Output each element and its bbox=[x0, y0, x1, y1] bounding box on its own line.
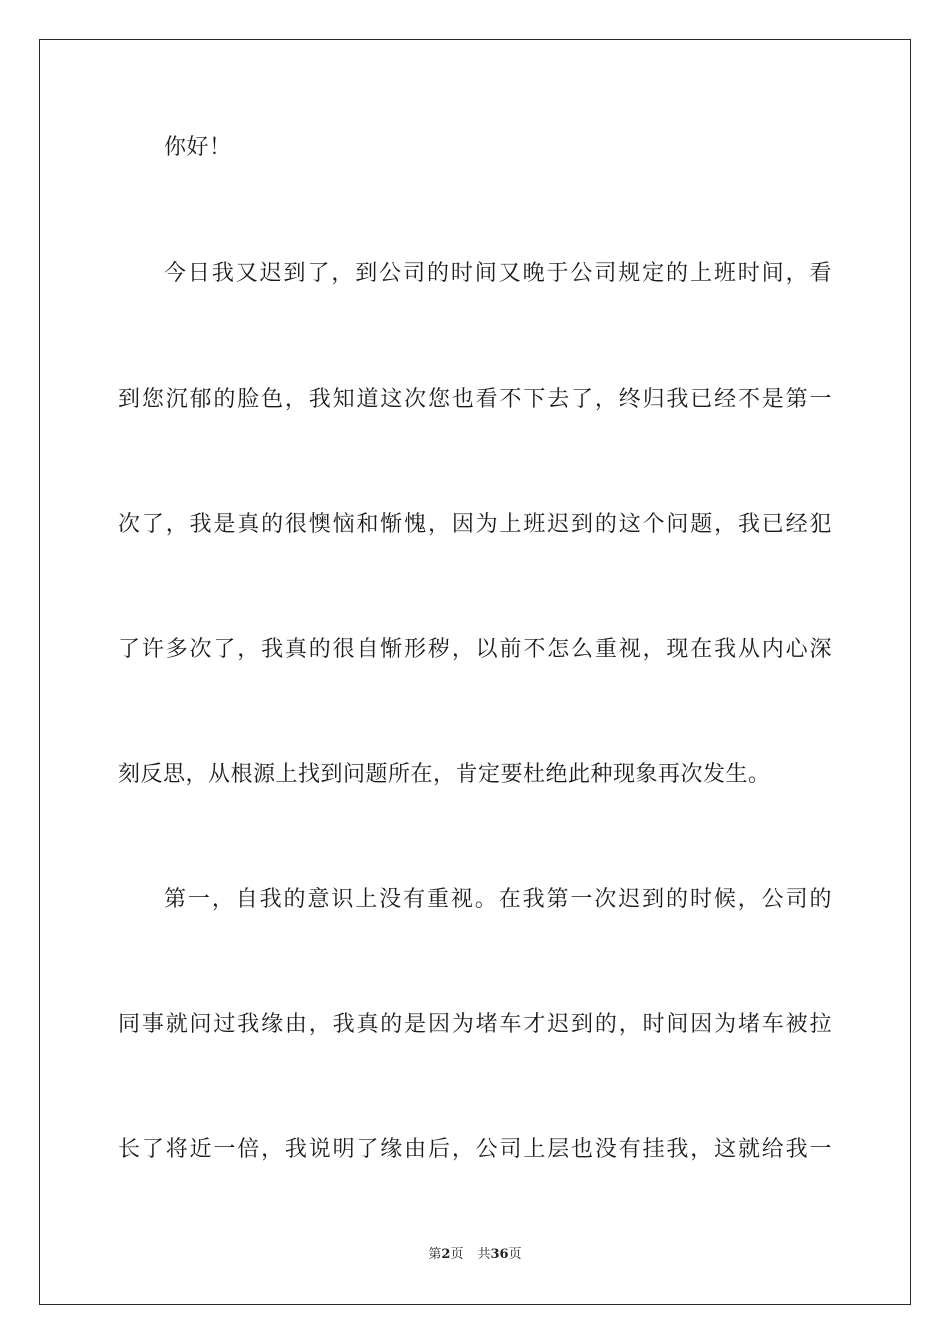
total-prefix: 共 bbox=[477, 1247, 491, 1262]
body-line-3: 次了，我是真的很懊恼和惭愧，因为上班迟到的这个问题，我已经犯 bbox=[118, 512, 832, 537]
page-footer bbox=[0, 1246, 950, 1264]
body-line-4: 了许多次了，我真的很自惭形秽，以前不怎么重视，现在我从内心深 bbox=[118, 637, 832, 662]
body-line-7: 同事就问过我缘由，我真的是因为堵车才迟到的，时间因为堵车被拉 bbox=[118, 1012, 832, 1037]
body-line-8: 长了将近一倍，我说明了缘由后，公司上层也没有挂我，这就给我一 bbox=[118, 1137, 832, 1162]
page-border bbox=[39, 39, 911, 1305]
greeting-line: 你好！ bbox=[164, 135, 232, 160]
body-line-2: 到您沉郁的脸色，我知道这次您也看不下去了，终归我已经不是第一 bbox=[118, 387, 832, 412]
body-line-5: 刻反思，从根源上找到问题所在，肯定要杜绝此种现象再次发生。 bbox=[118, 762, 771, 787]
page-suffix: 页 bbox=[450, 1247, 464, 1262]
current-page-number: 2 bbox=[441, 1247, 451, 1262]
body-line-1: 今日我又迟到了，到公司的时间又晚于公司规定的上班时间，看 bbox=[164, 261, 832, 286]
total-page-count: 36 bbox=[490, 1247, 509, 1262]
total-suffix: 页 bbox=[508, 1247, 522, 1262]
body-line-6: 第一，自我的意识上没有重视。在我第一次迟到的时候，公司的 bbox=[164, 887, 832, 912]
page-prefix: 第 bbox=[428, 1247, 442, 1262]
